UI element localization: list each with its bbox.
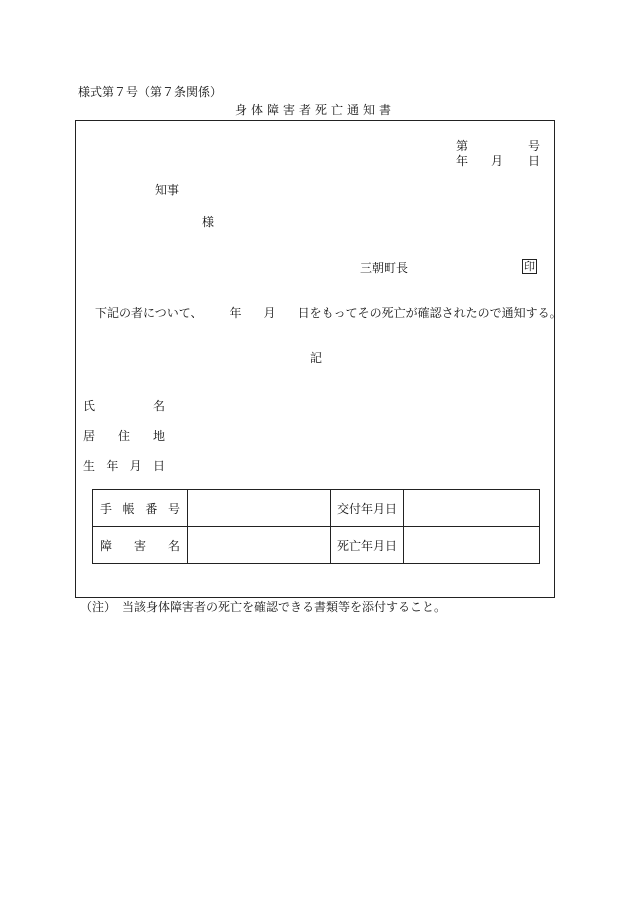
document-title: 身体障害者死亡通知書 <box>234 103 395 117</box>
char: 手 <box>100 501 113 516</box>
char: 氏 <box>83 399 96 413</box>
date-month: 月 <box>491 154 504 168</box>
date-year: 年 <box>456 154 469 168</box>
field-residence-label <box>83 430 165 442</box>
number-suffix: 号 <box>528 139 541 153</box>
disability-name-field[interactable] <box>188 527 331 564</box>
char: 住 <box>117 429 130 443</box>
notice-month: 月 <box>263 306 276 320</box>
char: 居 <box>83 429 96 443</box>
char: 名 <box>167 538 180 553</box>
ki-heading: 記 <box>310 351 323 365</box>
notice-part2: 日をもってその死亡が確認されたので通知する。 <box>297 306 562 320</box>
issue-date-label: 交付年月日 <box>331 490 404 527</box>
handbook-number-field[interactable] <box>188 490 331 527</box>
date-day: 日 <box>528 154 541 168</box>
seal-label: 印 <box>524 260 535 273</box>
form-id: 様式第７号（第７条関係） <box>78 85 223 99</box>
char: 地 <box>152 429 165 443</box>
table-row <box>93 490 540 527</box>
seal-mark <box>522 259 537 274</box>
notice-sentence <box>95 307 562 319</box>
sender-title: 三朝町長 <box>360 261 409 275</box>
number-prefix: 第 <box>456 139 469 153</box>
char: 生 <box>83 459 96 473</box>
death-date-field[interactable] <box>404 527 540 564</box>
death-date-label: 死亡年月日 <box>331 527 404 564</box>
char: 年 <box>106 459 119 473</box>
table-row <box>93 527 540 564</box>
handbook-number-label <box>93 490 188 527</box>
char: 帳 <box>122 501 135 516</box>
notice-part1: 下記の者について、 <box>95 306 203 320</box>
char: 名 <box>152 399 165 413</box>
footnote: （注） 当該身体障害者の死亡を確認できる書類等を添付すること。 <box>80 600 447 614</box>
disability-name-label <box>93 527 188 564</box>
issue-date-field[interactable] <box>404 490 540 527</box>
notice-year: 年 <box>229 306 242 320</box>
addressee-honorific: 様 <box>202 215 215 229</box>
char: 日 <box>152 459 165 473</box>
char: 害 <box>133 538 146 553</box>
char: 月 <box>129 459 142 473</box>
char: 障 <box>100 538 113 553</box>
info-table <box>92 489 540 564</box>
field-birthdate-label <box>83 460 165 472</box>
field-name-label <box>83 400 165 412</box>
char: 号 <box>167 501 180 516</box>
char: 番 <box>145 501 158 516</box>
addressee-governor: 知事 <box>155 183 180 197</box>
